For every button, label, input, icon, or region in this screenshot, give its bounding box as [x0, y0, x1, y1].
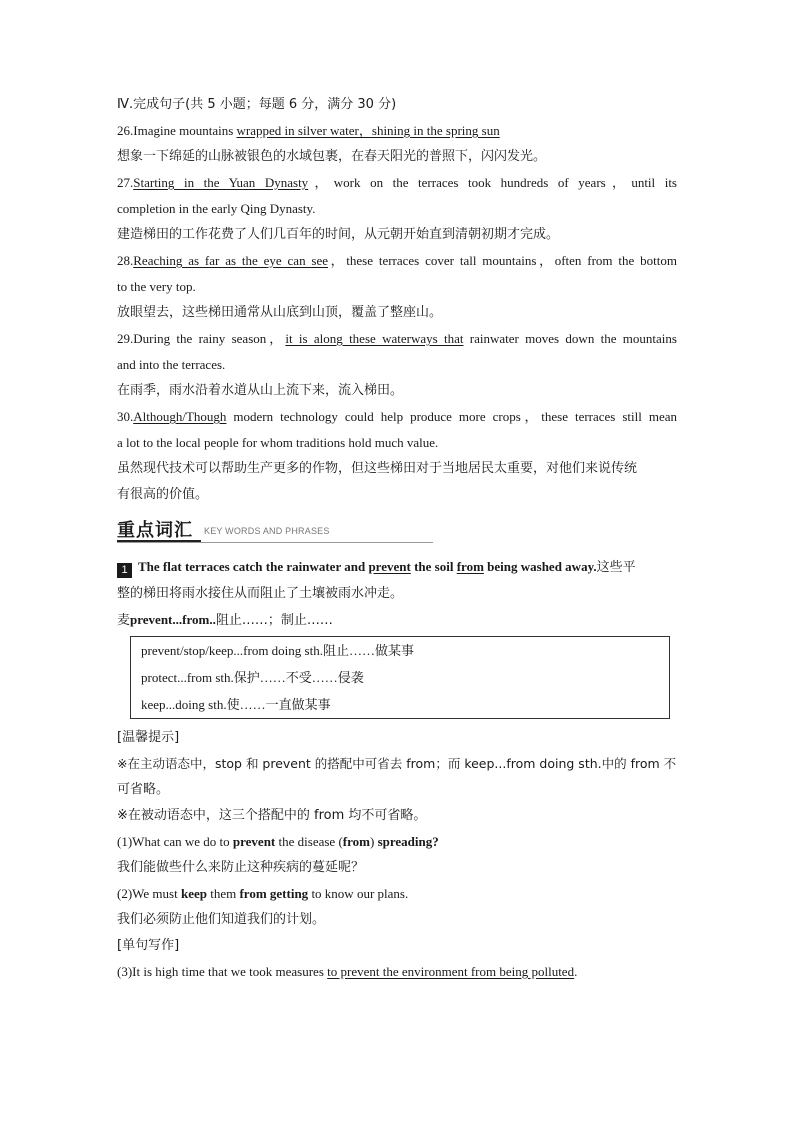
question-29: 29.During the rainy season，it is along these waterways that rainwater moves down the mountains: [117, 331, 677, 346]
translation-30-line1: 虽然现代技术可以帮助生产更多的作物，但这些梯田对于当地居民太重要，对他们来说传统: [117, 461, 638, 476]
item-1-sentence: 1 The flat terraces catch the rainwater and prevent the soil from being washed away.这些平: [117, 554, 677, 581]
example-1-translation: 我们能做些什么来防止这种疾病的蔓延呢？: [117, 860, 365, 875]
box-line: keep...doing sth.使……一直做某事: [141, 697, 331, 712]
phrase-marker: ⻨: [117, 613, 131, 628]
answer-29: it is along these waterways that: [285, 331, 464, 346]
example-3: (3)It is high time that we took measures to prevent the environment from being polluted.: [117, 964, 578, 979]
tip-2: ※在被动语态中，这三个搭配中的 from 均不可省略。: [117, 808, 427, 823]
phrase-line: ⻨prevent...from..阻止……；制止……: [117, 612, 333, 628]
answer-28: Reaching as far as the eye can see: [133, 253, 329, 268]
question-30-cont: a lot to the local people for whom traditions hold much value.: [117, 435, 439, 450]
translation-29: 在雨季，雨水沿着水道从山上流下来，流入梯田。: [117, 383, 404, 398]
question-26: 26.Imagine mountains wrapped in silver water，shining in the spring sun: [117, 123, 500, 138]
example-2: (2)We must keep them from getting to know our plans.: [117, 886, 409, 901]
example-2-translation: 我们必须防止他们知道我们的计划。: [117, 912, 326, 927]
question-30: 30.Although/Though modern technology could help produce more crops，these terraces still mean: [117, 409, 677, 424]
question-28: 28.Reaching as far as the eye can see，these terraces cover tall mountains，often from the bottom: [117, 253, 677, 268]
question-27-cont: completion in the early Qing Dynasty.: [117, 201, 316, 216]
question-29-cont: and into the terraces.: [117, 357, 226, 372]
box-line: protect...from sth.保护……不受……侵袭: [141, 670, 364, 685]
tip-label: [温馨提示]: [117, 730, 180, 745]
example-1: (1)What can we do to prevent the disease (from) spreading?: [117, 834, 439, 849]
item-1-translation: 整的梯田将雨水接住从而阻止了土壤被雨水冲走。: [117, 586, 404, 601]
question-28-cont: to the very top.: [117, 279, 196, 294]
translation-28: 放眼望去，这些梯田通常从山底到山顶，覆盖了整座山。: [117, 305, 443, 320]
translation-26: 想象一下绵延的山脉被银色的水域包裹，在春天阳光的普照下，闪闪发光。: [117, 149, 547, 164]
translation-30-line2: 有很高的价值。: [117, 487, 209, 502]
answer-27: Starting in the Yuan Dynasty: [133, 175, 309, 190]
writing-label: [单句写作]: [117, 938, 180, 953]
header-rule-bold: [117, 540, 201, 542]
item-number-badge: 1: [117, 563, 132, 578]
key-words-subtitle: KEY WORDS AND PHRASES: [204, 526, 330, 536]
answer-30: Although/Though: [133, 409, 227, 424]
question-27: 27.Starting in the Yuan Dynasty，work on the terraces took hundreds of years，until its: [117, 175, 677, 190]
phrase-box: [130, 636, 670, 719]
section-heading: Ⅳ.完成句子(共 5 小题；每题 6 分，满分 30 分): [117, 97, 397, 112]
key-words-header: [117, 516, 677, 548]
translation-27: 建造梯田的工作花费了人们几百年的时间，从元朝开始直到清朝初期才完成。: [117, 227, 560, 242]
answer-26: wrapped in silver water，shining in the spring sun: [236, 123, 500, 138]
key-words-title: 重点词汇: [117, 520, 193, 541]
box-line: prevent/stop/keep...from doing sth.阻止……做某事: [141, 643, 414, 658]
tip-1: ※在主动语态中，stop 和 prevent 的搭配中可省去 from；而 keep...from doing sth.中的 from 不: [117, 756, 677, 771]
answer-3: to prevent the environment from being polluted: [327, 964, 575, 979]
tip-1-cont: 可省略。: [117, 782, 170, 797]
header-rule: [117, 542, 433, 543]
document-page: [117, 92, 677, 985]
